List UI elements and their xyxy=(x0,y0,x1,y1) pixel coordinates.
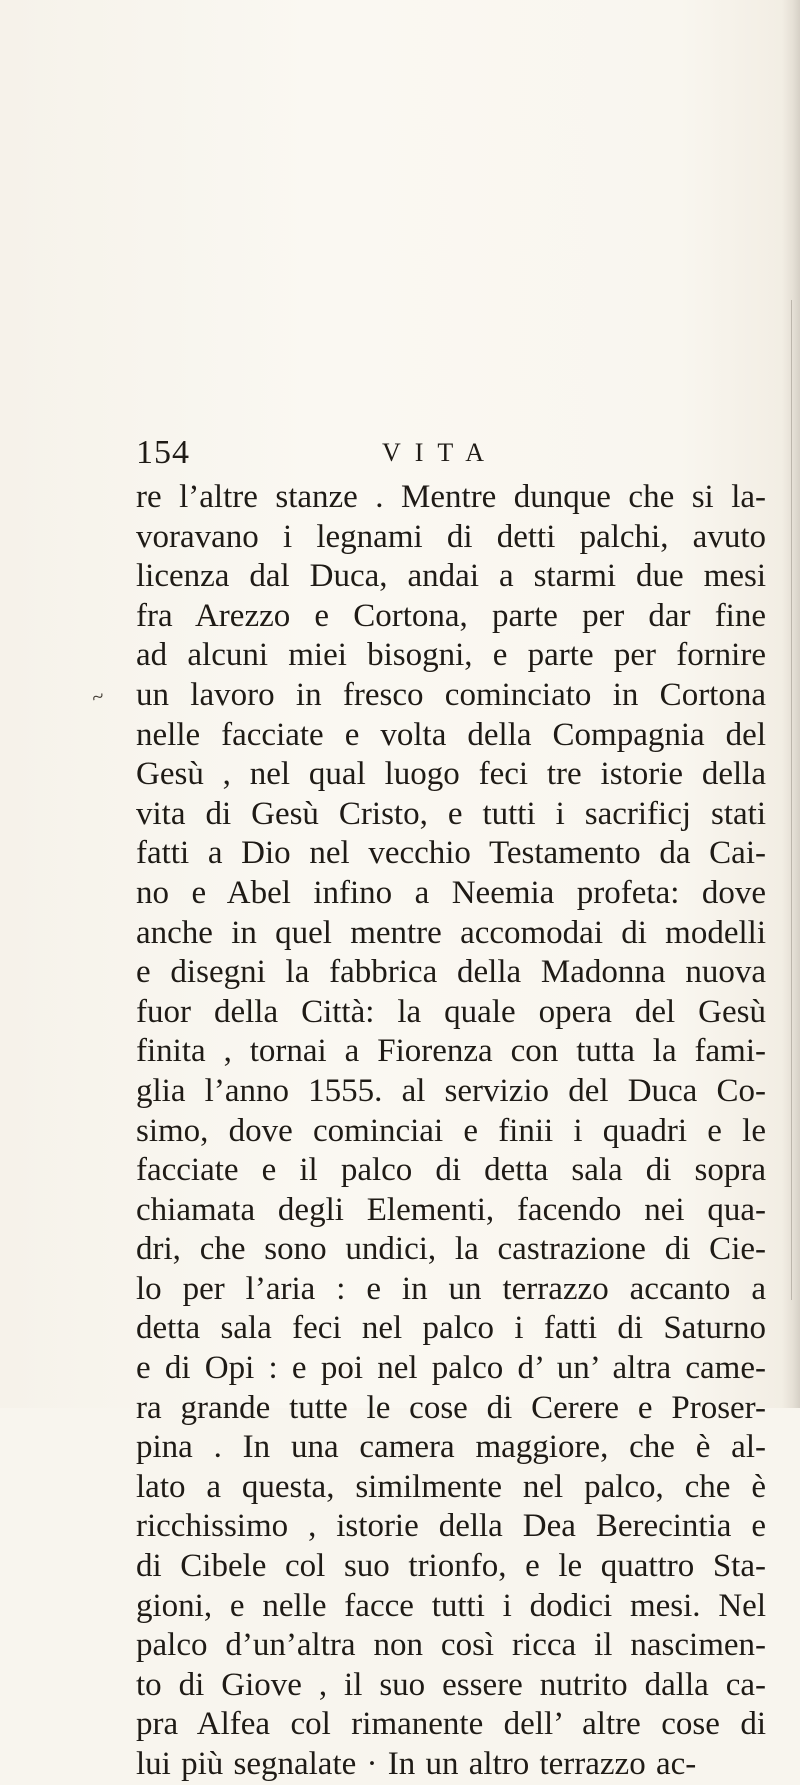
margin-mark: ~ xyxy=(87,682,108,711)
text-line: fra Arezzo e Cortona, parte per dar fine xyxy=(136,597,766,634)
text-line: re l’altre stanze . Mentre dunque che si la- xyxy=(136,479,766,515)
text-line: anche in quel mentre accomodai di modelli xyxy=(136,914,766,951)
text-line: fatti a Dio nel vecchio Testamento da Cai- xyxy=(136,835,766,872)
text-line: ricchissimo , istorie della Dea Berecintia e xyxy=(136,1508,766,1545)
text-line: Gesù , nel qual luogo feci tre istorie della xyxy=(136,756,766,793)
text-line: un lavoro in fresco cominciato in Cortona xyxy=(136,676,766,713)
text-line: gioni, e nelle facce tutti i dodici mesi. Nel xyxy=(136,1587,766,1624)
text-line: ad alcuni miei bisogni, e parte per fornire xyxy=(136,637,766,674)
text-line: pra Alfea col rimanente dell’ altre cose di xyxy=(136,1706,766,1743)
text-line: glia l’anno 1555. al servizio del Duca Co- xyxy=(136,1072,766,1109)
running-head: VITA xyxy=(382,438,499,467)
text-line: chiamata degli Elementi, facendo nei qua- xyxy=(136,1191,766,1228)
page-header xyxy=(136,434,736,478)
text-line: licenza dal Duca, andai a starmi due mesi xyxy=(136,558,766,595)
text-line: e disegni la fabbrica della Madonna nuova xyxy=(136,954,766,991)
text-line: no e Abel infino a Neemia profeta: dove xyxy=(136,874,766,911)
page-crease xyxy=(791,300,792,1300)
text-line: voravano i legnami di detti palchi, avuto xyxy=(136,518,766,555)
text-line: lato a questa, similmente nel palco, che è xyxy=(136,1468,766,1505)
text-line: di Cibele col suo trionfo, e le quattro Sta- xyxy=(136,1548,766,1585)
page-number: 154 xyxy=(136,434,190,471)
text-line: nelle facciate e volta della Compagnia del xyxy=(136,716,766,753)
text-line: ra grande tutte le cose di Cerere e Proser- xyxy=(136,1389,766,1426)
text-line: pina . In una camera maggiore, che è al- xyxy=(136,1429,766,1466)
text-line: simo, dove cominciai e finii i quadri e le xyxy=(136,1112,766,1149)
text-line: lui più segnalate · In un altro terrazzo ac- xyxy=(136,1746,697,1782)
text-line: detta sala feci nel palco i fatti di Saturno xyxy=(136,1310,766,1347)
text-line: fuor della Città: la quale opera del Gesù xyxy=(136,993,766,1030)
text-line: lo per l’aria : e in un terrazzo accanto a xyxy=(136,1270,766,1307)
text-line: to di Giove , il suo essere nutrito dalla ca- xyxy=(136,1666,766,1703)
text-line: facciate e il palco di detta sala di sopra xyxy=(136,1152,766,1189)
text-line: vita di Gesù Cristo, e tutti i sacrificj stati xyxy=(136,795,766,832)
text-line: dri, che sono undici, la castrazione di Cie- xyxy=(136,1231,766,1268)
text-line: e di Opi : e poi nel palco d’ un’ altra came- xyxy=(136,1350,766,1387)
text-line: finita , tornai a Fiorenza con tutta la fami- xyxy=(136,1033,766,1070)
text-line: palco d’un’altra non così ricca il nascimen- xyxy=(136,1627,766,1664)
body-text xyxy=(136,478,766,1785)
